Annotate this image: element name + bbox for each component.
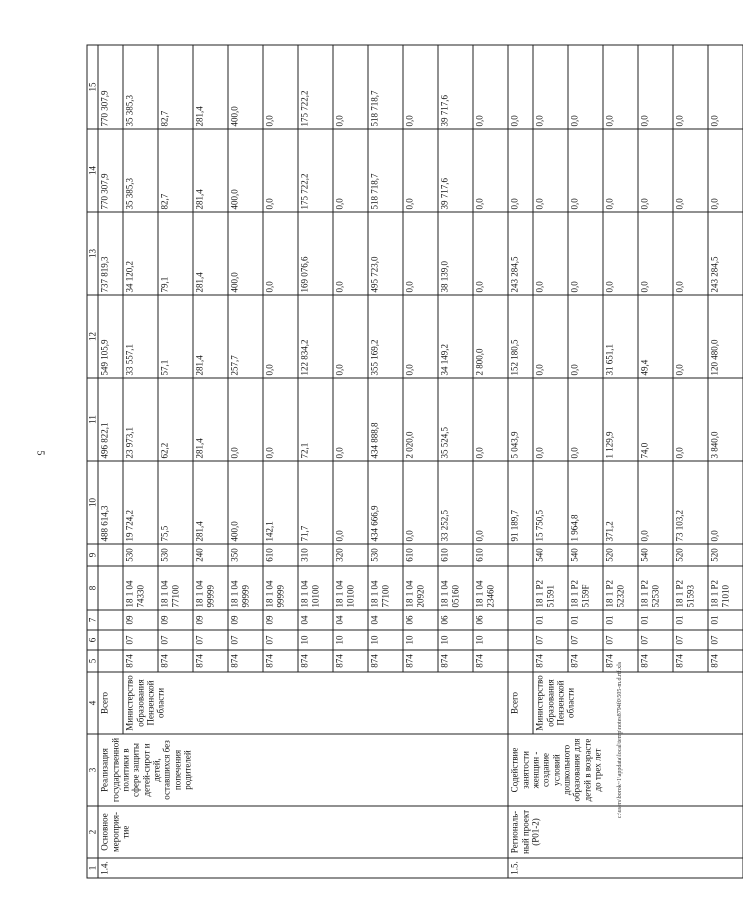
- value-cell: 549 105,9: [98, 295, 123, 378]
- value-cell: 400,0: [228, 461, 263, 544]
- code-vr-cell: 610: [473, 544, 508, 566]
- value-cell: 15 750,5: [533, 461, 568, 544]
- value-cell: 0,0: [533, 378, 568, 461]
- value-cell: 0,0: [333, 461, 368, 544]
- value-cell: 0,0: [638, 212, 673, 295]
- column-number-10: 10: [87, 461, 98, 544]
- code-grbs-cell: 874: [603, 650, 638, 672]
- value-cell: 400,0: [228, 45, 263, 129]
- value-cell: 400,0: [228, 212, 263, 295]
- code-csr-cell: 18 1 P2 51593: [673, 566, 708, 610]
- code-csr-cell: 18 1 04 05160: [438, 566, 473, 610]
- code-rz-cell: 07: [158, 630, 193, 650]
- value-cell: 0,0: [568, 295, 603, 378]
- code-csr-cell: 18 1 P2 71010: [708, 566, 743, 610]
- column-number-11: 11: [87, 378, 98, 461]
- code-grbs-cell: 874: [533, 650, 568, 672]
- value-cell: 5 043,9: [508, 378, 533, 461]
- value-cell: 0,0: [263, 129, 298, 212]
- value-cell: 0,0: [473, 461, 508, 544]
- value-cell: 0,0: [673, 45, 708, 129]
- value-cell: 434 666,9: [368, 461, 403, 544]
- value-cell: 33 252,5: [438, 461, 473, 544]
- value-cell: 120 480,0: [708, 295, 743, 378]
- value-cell: 39 717,6: [438, 45, 473, 129]
- value-cell: 34 149,2: [438, 295, 473, 378]
- value-cell: 257,7: [228, 295, 263, 378]
- value-cell: 0,0: [403, 461, 438, 544]
- code-grbs-cell: 874: [708, 650, 743, 672]
- code-pr-cell: 09: [193, 610, 228, 630]
- code-csr-cell: [508, 566, 533, 610]
- code-rz-cell: 07: [533, 630, 568, 650]
- value-cell: 33 557,1: [123, 295, 158, 378]
- value-cell: 0,0: [638, 129, 673, 212]
- code-rz-cell: [98, 630, 123, 650]
- code-csr-cell: 18 1 04 20920: [403, 566, 438, 610]
- value-cell: 142,1: [263, 461, 298, 544]
- value-cell: 0,0: [708, 45, 743, 129]
- value-cell: 243 284,5: [708, 212, 743, 295]
- code-pr-cell: 01: [673, 610, 708, 630]
- value-cell: 243 284,5: [508, 212, 533, 295]
- code-grbs-cell: 874: [298, 650, 333, 672]
- code-vr-cell: 540: [533, 544, 568, 566]
- value-cell: 0,0: [533, 129, 568, 212]
- value-cell: 0,0: [568, 378, 603, 461]
- code-csr-cell: 18 1 P2 52530: [638, 566, 673, 610]
- code-csr-cell: 18 1 P2 52320: [603, 566, 638, 610]
- code-pr-cell: 09: [263, 610, 298, 630]
- value-cell: 0,0: [673, 295, 708, 378]
- code-vr-cell: 320: [333, 544, 368, 566]
- code-vr-cell: [508, 544, 533, 566]
- code-rz-cell: 10: [473, 630, 508, 650]
- code-grbs-cell: 874: [638, 650, 673, 672]
- executor-org-cell: Министерство образования Пензенской области: [123, 672, 508, 734]
- code-grbs-cell: 874: [158, 650, 193, 672]
- code-grbs-cell: 874: [263, 650, 298, 672]
- table-row: [508, 45, 533, 878]
- value-cell: 3 840,0: [708, 378, 743, 461]
- code-vr-cell: [98, 544, 123, 566]
- code-vr-cell: 610: [263, 544, 298, 566]
- value-cell: 0,0: [403, 295, 438, 378]
- value-cell: 23 973,1: [123, 378, 158, 461]
- value-cell: 355 169,2: [368, 295, 403, 378]
- value-cell: 488 614,3: [98, 461, 123, 544]
- column-number-8: 8: [87, 566, 98, 610]
- column-number-1: 1: [87, 858, 98, 878]
- value-cell: 62,2: [158, 378, 193, 461]
- code-grbs-cell: [508, 650, 533, 672]
- code-pr-cell: 01: [708, 610, 743, 630]
- value-cell: 0,0: [533, 212, 568, 295]
- code-csr-cell: 18 1 04 77100: [158, 566, 193, 610]
- value-cell: 0,0: [638, 461, 673, 544]
- value-cell: 400,0: [228, 129, 263, 212]
- column-number-2: 2: [87, 806, 98, 858]
- code-rz-cell: 10: [333, 630, 368, 650]
- code-pr-cell: 04: [298, 610, 333, 630]
- value-cell: 34 120,2: [123, 212, 158, 295]
- code-csr-cell: 18 1 04 99999: [228, 566, 263, 610]
- value-cell: 49,4: [638, 295, 673, 378]
- code-vr-cell: 530: [123, 544, 158, 566]
- value-cell: 0,0: [673, 212, 708, 295]
- code-vr-cell: 310: [298, 544, 333, 566]
- code-csr-cell: [98, 566, 123, 610]
- value-cell: 0,0: [603, 212, 638, 295]
- code-rz-cell: [508, 630, 533, 650]
- code-grbs-cell: 874: [403, 650, 438, 672]
- value-cell: 57,1: [158, 295, 193, 378]
- value-cell: 518 718,7: [368, 45, 403, 129]
- code-csr-cell: 18 1 04 99999: [193, 566, 228, 610]
- item-type-cell: Региональ-ный проект (Р01-2): [508, 806, 743, 858]
- code-grbs-cell: 874: [193, 650, 228, 672]
- code-csr-cell: 18 1 04 99999: [263, 566, 298, 610]
- code-pr-cell: 01: [568, 610, 603, 630]
- code-pr-cell: 01: [603, 610, 638, 630]
- value-cell: 281,4: [193, 378, 228, 461]
- value-cell: 0,0: [638, 45, 673, 129]
- code-pr-cell: 01: [533, 610, 568, 630]
- value-cell: 0,0: [508, 45, 533, 129]
- value-cell: 2 020,0: [403, 378, 438, 461]
- value-cell: 19 724,2: [123, 461, 158, 544]
- value-cell: 737 819,3: [98, 212, 123, 295]
- value-cell: 770 307,9: [98, 45, 123, 129]
- code-rz-cell: 10: [438, 630, 473, 650]
- code-vr-cell: 240: [193, 544, 228, 566]
- value-cell: 0,0: [473, 45, 508, 129]
- value-cell: 91 189,7: [508, 461, 533, 544]
- value-cell: 0,0: [228, 378, 263, 461]
- code-vr-cell: 530: [158, 544, 193, 566]
- code-vr-cell: 610: [403, 544, 438, 566]
- value-cell: 0,0: [568, 45, 603, 129]
- value-cell: 371,2: [603, 461, 638, 544]
- value-cell: 122 834,2: [298, 295, 333, 378]
- value-cell: 0,0: [533, 295, 568, 378]
- code-grbs-cell: 874: [333, 650, 368, 672]
- value-cell: 496 822,1: [98, 378, 123, 461]
- code-grbs-cell: 874: [673, 650, 708, 672]
- value-cell: 79,1: [158, 212, 193, 295]
- value-cell: 2 800,0: [473, 295, 508, 378]
- value-cell: 73 103,2: [673, 461, 708, 544]
- value-cell: 1 964,8: [568, 461, 603, 544]
- value-cell: 281,4: [193, 461, 228, 544]
- code-rz-cell: 07: [673, 630, 708, 650]
- code-pr-cell: 06: [473, 610, 508, 630]
- value-cell: 75,5: [158, 461, 193, 544]
- page-number: 5: [34, 450, 46, 456]
- code-grbs-cell: 874: [568, 650, 603, 672]
- code-rz-cell: 07: [568, 630, 603, 650]
- value-cell: 518 718,7: [368, 129, 403, 212]
- code-csr-cell: 18 1 04 10100: [333, 566, 368, 610]
- value-cell: 281,4: [193, 129, 228, 212]
- value-cell: 0,0: [473, 378, 508, 461]
- code-grbs-cell: 874: [368, 650, 403, 672]
- value-cell: 72,1: [298, 378, 333, 461]
- value-cell: 0,0: [673, 129, 708, 212]
- value-cell: 0,0: [473, 212, 508, 295]
- code-grbs-cell: 874: [228, 650, 263, 672]
- value-cell: 35 385,3: [123, 129, 158, 212]
- code-vr-cell: 520: [603, 544, 638, 566]
- code-vr-cell: 540: [568, 544, 603, 566]
- code-vr-cell: 520: [708, 544, 743, 566]
- item-name-cell: Содействие занятости женщин - создание условий дошкольного образования для детей в возрасте до трех лет: [508, 734, 743, 806]
- value-cell: 0,0: [333, 129, 368, 212]
- code-grbs-cell: [98, 650, 123, 672]
- value-cell: 38 139,0: [438, 212, 473, 295]
- value-cell: 434 888,8: [368, 378, 403, 461]
- code-csr-cell: 18 1 P2 5159F: [568, 566, 603, 610]
- header-number-row: [87, 45, 98, 878]
- column-number-14: 14: [87, 129, 98, 212]
- value-cell: 0,0: [673, 378, 708, 461]
- code-csr-cell: 18 1 04 10100: [298, 566, 333, 610]
- value-cell: 0,0: [473, 129, 508, 212]
- value-cell: 175 722,2: [298, 129, 333, 212]
- footer-file-path: c:\users\borok~1\appdata\local\temp\notes8794f0\505-m.d.rtf.xls: [617, 661, 623, 819]
- code-rz-cell: 07: [228, 630, 263, 650]
- code-vr-cell: 520: [673, 544, 708, 566]
- value-cell: 0,0: [603, 45, 638, 129]
- value-cell: 35 385,3: [123, 45, 158, 129]
- code-vr-cell: 610: [438, 544, 473, 566]
- code-pr-cell: 04: [368, 610, 403, 630]
- code-rz-cell: 10: [403, 630, 438, 650]
- value-cell: 152 180,5: [508, 295, 533, 378]
- value-cell: 71,7: [298, 461, 333, 544]
- value-cell: 0,0: [263, 45, 298, 129]
- value-cell: 82,7: [158, 45, 193, 129]
- code-rz-cell: 07: [193, 630, 228, 650]
- code-rz-cell: 07: [263, 630, 298, 650]
- code-rz-cell: 07: [603, 630, 638, 650]
- value-cell: 0,0: [263, 378, 298, 461]
- item-name-cell: Реализация государственной политики в сфере защиты детей-сирот и детей, оставшихся без попечения родителей: [98, 734, 508, 806]
- value-cell: 0,0: [568, 129, 603, 212]
- value-cell: 1 129,9: [603, 378, 638, 461]
- item-number-cell: 1.4.: [98, 858, 508, 878]
- code-csr-cell: 18 1 04 23460: [473, 566, 508, 610]
- value-cell: 0,0: [333, 212, 368, 295]
- table-row: [98, 45, 123, 878]
- executor-total-cell: Всего: [508, 672, 533, 734]
- column-number-13: 13: [87, 212, 98, 295]
- value-cell: 0,0: [708, 129, 743, 212]
- code-grbs-cell: 874: [438, 650, 473, 672]
- value-cell: 0,0: [533, 45, 568, 129]
- value-cell: 495 723,0: [368, 212, 403, 295]
- code-pr-cell: [508, 610, 533, 630]
- value-cell: 281,4: [193, 295, 228, 378]
- value-cell: 0,0: [263, 212, 298, 295]
- column-number-15: 15: [87, 45, 98, 129]
- column-number-7: 7: [87, 610, 98, 630]
- code-csr-cell: 18 1 04 74330: [123, 566, 158, 610]
- value-cell: 35 524,5: [438, 378, 473, 461]
- value-cell: 770 307,9: [98, 129, 123, 212]
- value-cell: 0,0: [403, 45, 438, 129]
- value-cell: 0,0: [508, 129, 533, 212]
- code-pr-cell: 04: [333, 610, 368, 630]
- executor-org-cell: Министерство образования Пензенской области: [533, 672, 743, 734]
- code-pr-cell: 06: [438, 610, 473, 630]
- code-csr-cell: 18 1 04 77100: [368, 566, 403, 610]
- column-number-4: 4: [87, 672, 98, 734]
- value-cell: 281,4: [193, 45, 228, 129]
- column-number-5: 5: [87, 650, 98, 672]
- budget-table: [86, 44, 743, 878]
- code-rz-cell: 10: [298, 630, 333, 650]
- column-number-9: 9: [87, 544, 98, 566]
- code-grbs-cell: 874: [473, 650, 508, 672]
- item-type-cell: Основное мероприя-тие: [98, 806, 508, 858]
- item-number-cell: 1.5.: [508, 858, 743, 878]
- column-number-6: 6: [87, 630, 98, 650]
- value-cell: 82,7: [158, 129, 193, 212]
- code-vr-cell: 350: [228, 544, 263, 566]
- code-pr-cell: [98, 610, 123, 630]
- value-cell: 0,0: [263, 295, 298, 378]
- executor-total-cell: Всего: [98, 672, 123, 734]
- code-csr-cell: 18 1 P2 51591: [533, 566, 568, 610]
- value-cell: 39 717,6: [438, 129, 473, 212]
- value-cell: 0,0: [403, 129, 438, 212]
- code-pr-cell: 06: [403, 610, 438, 630]
- code-rz-cell: 07: [708, 630, 743, 650]
- value-cell: 281,4: [193, 212, 228, 295]
- value-cell: 31 651,1: [603, 295, 638, 378]
- value-cell: 0,0: [333, 378, 368, 461]
- value-cell: 169 076,6: [298, 212, 333, 295]
- code-vr-cell: 540: [638, 544, 673, 566]
- code-rz-cell: 10: [368, 630, 403, 650]
- code-grbs-cell: 874: [123, 650, 158, 672]
- value-cell: 175 722,2: [298, 45, 333, 129]
- value-cell: 0,0: [333, 295, 368, 378]
- value-cell: 0,0: [568, 212, 603, 295]
- code-vr-cell: 530: [368, 544, 403, 566]
- column-number-3: 3: [87, 734, 98, 806]
- value-cell: 0,0: [603, 129, 638, 212]
- value-cell: 0,0: [403, 212, 438, 295]
- code-pr-cell: 09: [158, 610, 193, 630]
- value-cell: 0,0: [333, 45, 368, 129]
- value-cell: 74,0: [638, 378, 673, 461]
- column-number-12: 12: [87, 295, 98, 378]
- code-pr-cell: 09: [228, 610, 263, 630]
- code-rz-cell: 07: [638, 630, 673, 650]
- code-rz-cell: 07: [123, 630, 158, 650]
- code-pr-cell: 01: [638, 610, 673, 630]
- code-pr-cell: 09: [123, 610, 158, 630]
- value-cell: 0,0: [708, 461, 743, 544]
